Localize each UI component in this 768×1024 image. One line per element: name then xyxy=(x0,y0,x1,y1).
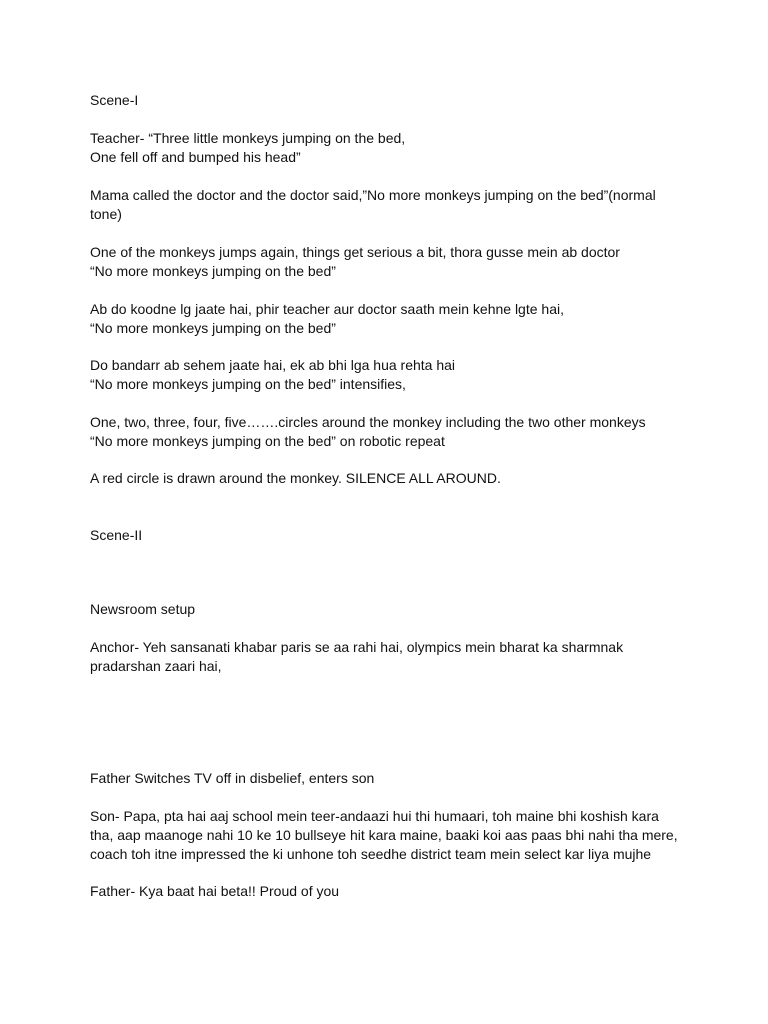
monkey-jumps-line-1: One of the monkeys jumps again, things get serious a bit, thora gusse mein ab doctor xyxy=(90,244,620,260)
anchor-line-2: pradarshan zaari hai, xyxy=(90,658,222,674)
anchor-line-1: Anchor- Yeh sansanati khabar paris se aa rahi hai, olympics mein bharat ka sharmnak xyxy=(90,639,624,655)
son-line-3: coach toh itne impressed the ki unhone toh seedhe district team mein select kar liya mujhe xyxy=(90,846,652,862)
red-circle-line: A red circle is drawn around the monkey. SILENCE ALL AROUND. xyxy=(90,470,501,486)
circles-line-2: “No more monkeys jumping on the bed” on robotic repeat xyxy=(90,433,445,449)
doctor-line-1: Mama called the doctor and the doctor said,”No more monkeys jumping on the bed”(normal xyxy=(90,187,656,203)
scared-line-1: Do bandarr ab sehem jaate hai, ek ab bhi lga hua rehta hai xyxy=(90,357,456,373)
son-line-2: tha, aap maanoge nahi 10 ke 10 bullseye hit kara maine, baaki koi aas paas bhi nahi tha mere, xyxy=(90,827,678,843)
scared-line-2: “No more monkeys jumping on the bed” intensifies, xyxy=(90,376,406,392)
teacher-line-2: One fell off and bumped his head” xyxy=(90,149,301,165)
father-reply-line: Father- Kya baat hai beta!! Proud of you xyxy=(90,883,340,899)
teacher-line-1: Teacher- “Three little monkeys jumping on the bed, xyxy=(90,130,406,146)
newsroom-setup: Newsroom setup xyxy=(90,601,196,617)
monkey-jumps-line-2: “No more monkeys jumping on the bed” xyxy=(90,263,336,279)
circles-line-1: One, two, three, four, five…….circles around the monkey including the two other monkeys xyxy=(90,414,646,430)
scene-2-heading: Scene-II xyxy=(90,527,143,543)
doctor-line-2: tone) xyxy=(90,206,122,222)
scene-1-heading: Scene-I xyxy=(90,92,139,108)
son-line-1: Son- Papa, pta hai aaj school mein teer-andaazi hui thi humaari, toh maine bhi koshish kara xyxy=(90,808,659,824)
two-jump-line-1: Ab do koodne lg jaate hai, phir teacher aur doctor saath mein kehne lgte hai, xyxy=(90,301,564,317)
father-action-line: Father Switches TV off in disbelief, enters son xyxy=(90,770,375,786)
two-jump-line-2: “No more monkeys jumping on the bed” xyxy=(90,320,336,336)
